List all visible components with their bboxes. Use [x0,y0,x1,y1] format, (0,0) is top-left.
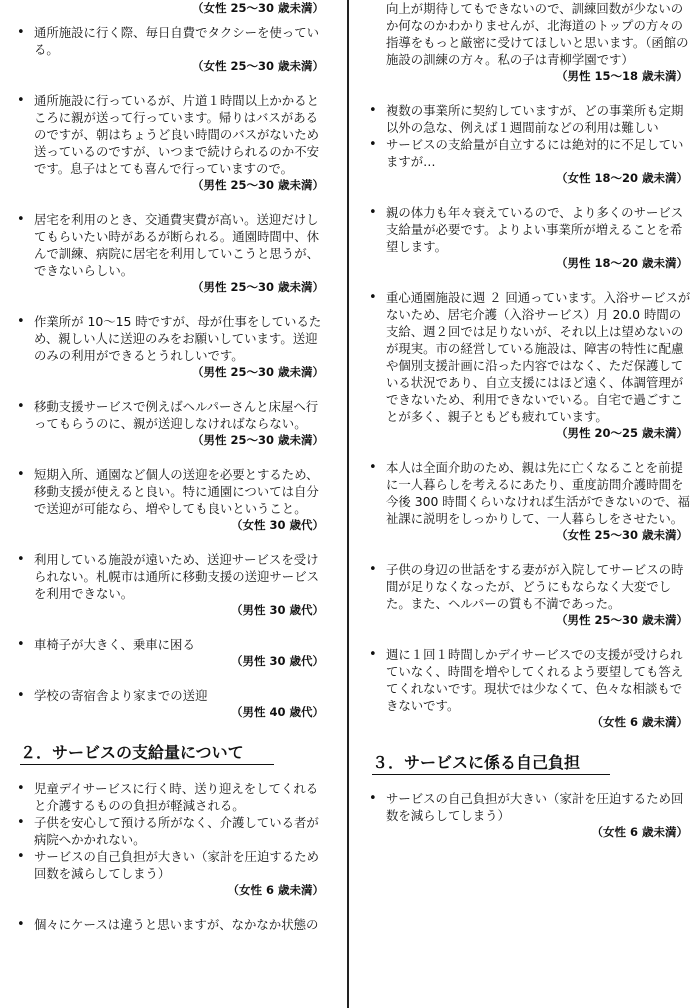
comment-item: • サービスの支給量が自立するには絶対的に不足していますが… [366,136,692,170]
respondent-attribute: （女性 6 歳未満） [591,825,688,839]
right-column [356,0,700,1008]
comment-item: • 個々にケースは違うと思いますが、なかなか状態の [14,916,328,933]
column-divider [347,0,349,1008]
left-column [0,0,340,1008]
section-heading: ２．サービスの支給量について [20,742,274,765]
respondent-attribute: （男性 25～30 歳未満） [191,280,324,294]
respondent-attribute: （男性 30 歳代） [230,654,324,668]
respondent-attribute: （男性 25～30 歳未満） [555,613,688,627]
respondent-attribute: （男性 20～25 歳未満） [555,426,688,440]
comment-item: • 車椅子が大きく、乗車に困る [14,636,328,653]
comment-item: • 親の体力も年々衰えているので、より多くのサービス支給量が必要です。よりよい事業所が増えることを希望します。 [366,204,692,255]
comment-item: • 子供の身辺の世話をする妻がが入院してサービスの時間が足りなくなったが、どうにもならなく大変でした。また、ヘルパーの質も不満であった。 [366,561,692,612]
respondent-attribute: （女性 25～30 歳未満） [191,1,324,15]
respondent-attribute: （女性 25～30 歳未満） [191,59,324,73]
respondent-attribute: （女性 18～20 歳未満） [555,171,688,185]
respondent-attribute: （男性 25～30 歳未満） [191,178,324,192]
respondent-attribute: （男性 25～30 歳未満） [191,433,324,447]
comment-item: • 利用している施設が遠いため、送迎サービスを受けられない。札幌市は通所に移動支援の送迎サービスを利用できない。 [14,551,328,602]
comment-item: • 移動支援サービスで例えばヘルパーさんと床屋へ行ってもらうのに、親が送迎しなければならない。 [14,398,328,432]
respondent-attribute: （男性 40 歳代） [230,705,324,719]
comment-item: • 通所施設に行く際、毎日自費でタクシーを使っている。 [14,24,328,58]
comment-list [14,780,328,933]
respondent-attribute: （男性 18～20 歳未満） [555,256,688,270]
comment-item: • 本人は全面介助のため、親は先に亡くなることを前提に一人暮らしを考えるにあたり、重度訪問介護時間を今後 300 時間くらいなければ生活ができないので、福祉課に説明をしっかりして、一人暮らしをさせたい。 [366,459,692,527]
comment-list [366,0,692,730]
comment-list [366,790,692,840]
comment-item: • 週に１回１時間しかデイサービスでの支援が受けられていなく、時間を増やしてくれるよう要望しても答えてくれないです。現状では少なくて、色々な相談もできないです。 [366,646,692,714]
respondent-attribute: （男性 15～18 歳未満） [555,69,688,83]
comment-item: • 作業所が 10～15 時ですが、母が仕事をしているため、親しい人に送迎のみをお願いしています。送迎のみの利用ができるとうれしいです。 [14,313,328,364]
respondent-attribute: （男性 30 歳代） [230,603,324,617]
comment-continuation: 向上が期待してもできないので、訓練回数が少ないのか何なのかわかりませんが、北海道のトップの方々の指導をもっと厳密に受けてほしいと思います。（函館の施設の訓練の方々。私の子は青柳学園です） [386,1,689,67]
section-heading: ３．サービスに係る自己負担 [372,752,610,775]
comment-item: • 短期入所、通園など個人の送迎を必要とするため、移動支援が使えると良い。特に通園については自分で送迎が可能なら、増やしても良いということ。 [14,466,328,517]
comment-item: • 子供を安心して預ける所がなく、介護している者が病院へかかれない。 [14,814,328,848]
comment-item: • サービスの自己負担が大きい（家計を圧迫するため回数を減らしてしまう） [14,848,328,882]
comment-item: • 居宅を利用のとき、交通費実費が高い。送迎だけしてもらいたい時があるが断られる。通園時間中、休んで訓練、病院に居宅を利用していこうと思うが、できないらしい。 [14,211,328,279]
respondent-attribute: （女性 6 歳未満） [591,715,688,729]
comment-item: • 学校の寄宿舎より家までの送迎 [14,687,328,704]
respondent-attribute: （女性 25～30 歳未満） [555,528,688,542]
comment-list [14,24,328,720]
comment-item: • サービスの自己負担が大きい（家計を圧迫するため回数を減らしてしまう） [366,790,692,824]
respondent-attribute: （女性 6 歳未満） [227,883,324,897]
comment-item: • 重心通園施設に週 ２ 回通っています。入浴サービスがないため、居宅介護（入浴サービス）月 20.0 時間の支給、週２回では足りないが、それ以上は望めないのが現実。市の経営している施設は、障害の特性に配慮や個別支援計画に沿った内容ではなく、ただ保護している状況であり、自立支援にはほど遠く、体調管理ができないため、利用できないでいる。自宅で過ごすことが多く、親子ともども疲れています。 [366,289,692,425]
respondent-attribute: （男性 25～30 歳未満） [191,365,324,379]
comment-item: • 通所施設に行っているが、片道１時間以上かかるところに親が送って行っています。帰りはバスがあるのですが、朝はちょうど良い時間のバスがないため送っているのですが、いつまで続けられるのか不安です。息子はとても喜んで行っていますので。 [14,92,328,177]
respondent-attribute: （女性 30 歳代） [230,518,324,532]
comment-item: • 複数の事業所に契約していますが、どの事業所も定期以外の急な、例えば１週間前などの利用は難しい [366,102,692,136]
comment-item: • 児童デイサービスに行く時、送り迎えをしてくれると介護するものの負担が軽減される。 [14,780,328,814]
